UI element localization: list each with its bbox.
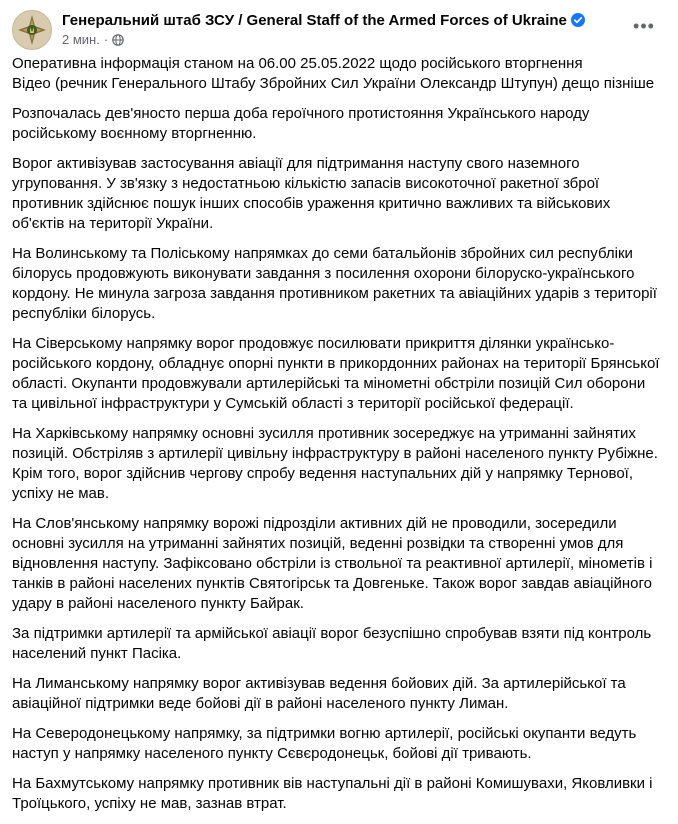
post-paragraph-4: На Волинському та Поліському напрямках до семи батальйонів збройних сил республіки білорусь продовжують виконувати завдання з посилення охорони білоруско-українського кордону. Не минула загроза завдання противником ракетних та авіаційних ударів з території республіки білорусь. [12,245,657,322]
more-options-icon: ••• [633,15,655,36]
globe-icon[interactable] [112,34,124,49]
meta-separator: · [103,32,109,47]
post-paragraph-3: Ворог активізував застосування авіації для підтримання наступу свого наземного угруповання. У зв'язку з недостатньою кількістю запасів високоточної ракетної зброї противник здійснює пошук інших способів ураження критично важливих та військових об'єктів на території України. [12,155,611,232]
post-paragraph-2: Розпочалась дев'яносто перша доба героїчного протистояння Українського народу російському воєнному вторгненню. [12,105,590,142]
avatar[interactable] [12,10,52,50]
post-paragraph-10: На Северодонецькому напрямку, за підтримки вогню артилерії, російські окупанти ведуть наступ у напрямку населеного пункту Сєвєродонецьк, бойові дії тривають. [12,725,637,762]
post-paragraph-1: Оперативна інформація станом на 06.00 25.05.2022 щодо російського вторгнення Відео (речник Генерального Штабу Збройних Сил України Олександр Штупун) дещо пізніше [12,55,655,92]
post-paragraph-9: На Лиманському напрямку ворог активізував ведення бойових дій. За артилерійської та авіаційної підтримки веде бойові дії в районі населеного пункту Лиман. [12,675,626,712]
post-paragraph-8: За підтримки артилерії та армійської авіації ворог безуспішно спробував взяти під контроль населений пункт Пасіка. [12,625,652,662]
post-timestamp[interactable]: 2 мин. [62,32,100,47]
post-paragraph-5: На Сіверському напрямку ворог продовжує посилювати прикриття ділянки українсько-російського кордону, обладнує опорні пункти в прикордонних районах на території Брянської області. Окупанти продовжували артилерійські та мінометні обстріли позицій Сил оборони та цивільної інфраструктури у Сумській області з території російської федерації. [12,335,660,412]
author-name-text[interactable]: Генеральний штаб ЗСУ / General Staff of the Armed Forces of Ukraine [62,12,567,29]
post-meta [62,32,124,49]
post-paragraph-7: На Слов'янському напрямку ворожі підрозділи активних дій не проводили, зосередили основні зусилля на утриманні зайнятих позицій, веденні розвідки та створенні умов для відновлення наступу. Зафіксовано обстріли із ствольної та реактивної артилерії, мінометів і танків в районі населених пунктів Святогірськ та Довгеньке. Також ворог завдав авіаційного удару в районі населеного пункту Байрак. [12,515,653,612]
author-name[interactable] [62,12,585,31]
verified-badge-icon [571,13,585,31]
post-body [12,54,664,824]
post-paragraph-6: На Харківському напрямку основні зусилля противник зосереджує на утриманні зайнятих позицій. Обстріляв з артилерії цивільну інфраструктуру в районі населеного пункту Рубіжне. Крім того, ворог здійснив чергову спробу ведення наступальних дій у напрямку Тернової, успіху не мав. [12,425,658,502]
more-options-button[interactable] [626,8,662,44]
post-header [12,8,666,52]
post-paragraph-11: На Бахмутському напрямку противник вів наступальні дії в районі Комишувахи, Яковливки і Троїцького, успіху не мав, зазнав втрат. [12,775,653,812]
general-staff-emblem-icon [13,11,51,49]
